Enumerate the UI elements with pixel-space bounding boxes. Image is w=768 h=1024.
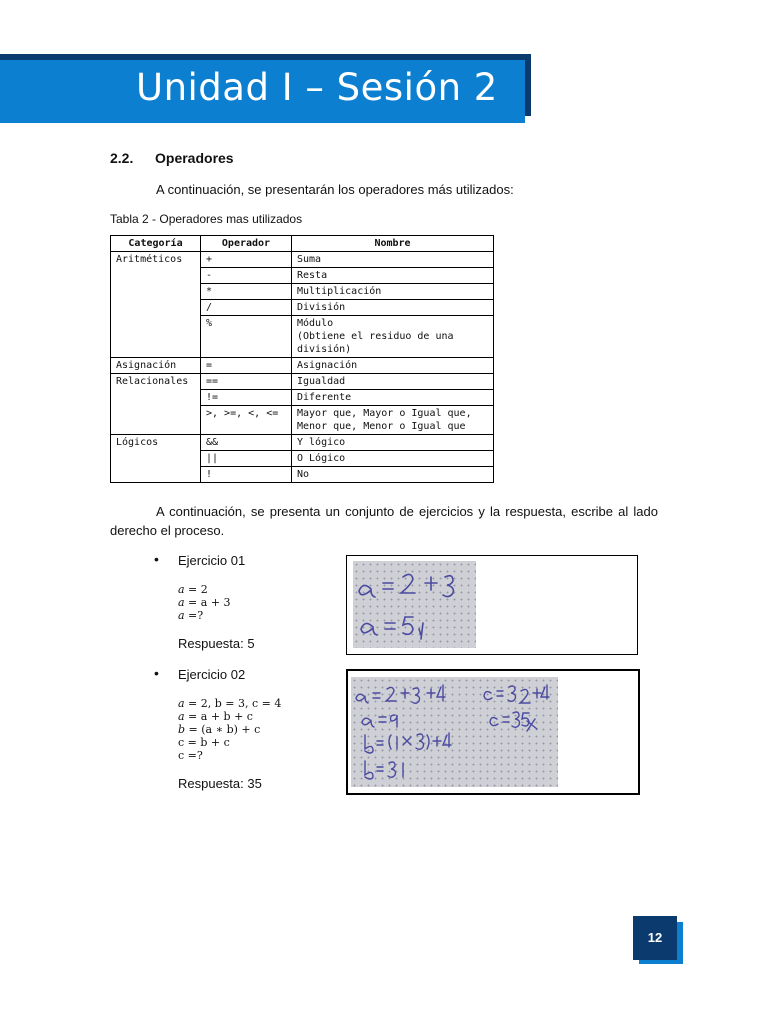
exercise-01-handwritten-photo [353,561,476,648]
cell-operator: - [201,268,292,284]
table-row [111,435,494,451]
cell-name: Diferente [292,390,494,406]
table-row [111,451,494,467]
cell-category: Aritméticos [111,252,201,268]
equation-line: 𝑎 = 2 [178,583,208,596]
table-row [111,300,494,316]
cell-operator: || [201,451,292,467]
header-operator: Operador [201,236,292,252]
cell-name: Mayor que, Mayor o Igual que, Menor que, Menor o Igual que [292,406,494,435]
equation-line: 𝑎 = a + 3 [178,596,231,609]
cell-operator: % [201,316,292,358]
table-row [111,374,494,390]
exercise-02-handwritten-photo [351,677,558,787]
equation-line: 𝑏 = (a ∗ b) + c [178,723,261,736]
cell-name: Y lógico [292,435,494,451]
table-row [111,316,494,358]
table-row [111,406,494,435]
cell-category: Relacionales [111,374,201,390]
cell-operator: == [201,374,292,390]
cell-category [111,467,201,483]
page-title: Unidad I – Sesión 2 [136,66,498,109]
handwriting-strokes [351,677,558,787]
exercise-intro: A continuación, se presenta un conjunto de ejercicios y la respuesta, escribe al lado derecho el proceso. [110,504,658,538]
cell-category [111,268,201,284]
cell-name: Suma [292,252,494,268]
header-name: Nombre [292,236,494,252]
equation-line: c = b + c [178,736,230,749]
cell-name: O Lógico [292,451,494,467]
table-row [111,284,494,300]
cell-name: Módulo (Obtiene el residuo de una división) [292,316,494,358]
intro-text: A continuación, se presentarán los operadores más utilizados: [156,182,514,197]
bullet-icon: • [154,665,159,681]
table-row [111,358,494,374]
table-header-row [111,236,494,252]
exercise-01-label: Ejercicio 01 [178,553,246,568]
section-title: Operadores [155,150,234,166]
handwriting-strokes [353,561,476,648]
operators-table [110,235,494,483]
cell-name: Asignación [292,358,494,374]
cell-operator: != [201,390,292,406]
cell-name: División [292,300,494,316]
cell-category [111,316,201,358]
table-row [111,390,494,406]
bullet-icon: • [154,551,159,567]
page-number: 12 [633,916,677,960]
cell-category [111,406,201,435]
cell-operator: = [201,358,292,374]
exercise-01-equations [178,583,231,622]
cell-operator: + [201,252,292,268]
cell-operator: ! [201,467,292,483]
cell-category: Asignación [111,358,201,374]
exercise-02-label: Ejercicio 02 [178,667,246,682]
section-heading [110,150,234,166]
cell-operator: && [201,435,292,451]
cell-name: No [292,467,494,483]
equation-line: 𝑎 =? [178,609,204,622]
equation-line: 𝑎 = 2, b = 3, c = 4 [178,697,282,710]
cell-operator: / [201,300,292,316]
cell-category [111,300,201,316]
exercise-02-answer: Respuesta: 35 [178,776,262,791]
table-row [111,252,494,268]
cell-name: Multiplicación [292,284,494,300]
section-number: 2.2. [110,150,134,166]
cell-category [111,390,201,406]
exercise-02-equations [178,697,281,762]
header-category: Categoría [111,236,201,252]
table-row [111,467,494,483]
table-row [111,268,494,284]
cell-name: Resta [292,268,494,284]
cell-operator: * [201,284,292,300]
cell-name: Igualdad [292,374,494,390]
equation-line: 𝑎 = a + b + c [178,710,253,723]
cell-category [111,451,201,467]
table-caption: Tabla 2 - Operadores mas utilizados [110,212,303,226]
cell-category: Lógicos [111,435,201,451]
equation-line: c =? [178,749,203,762]
table-body [111,252,494,483]
exercise-01-answer: Respuesta: 5 [178,636,255,651]
cell-category [111,284,201,300]
cell-operator: >, >=, <, <= [201,406,292,435]
